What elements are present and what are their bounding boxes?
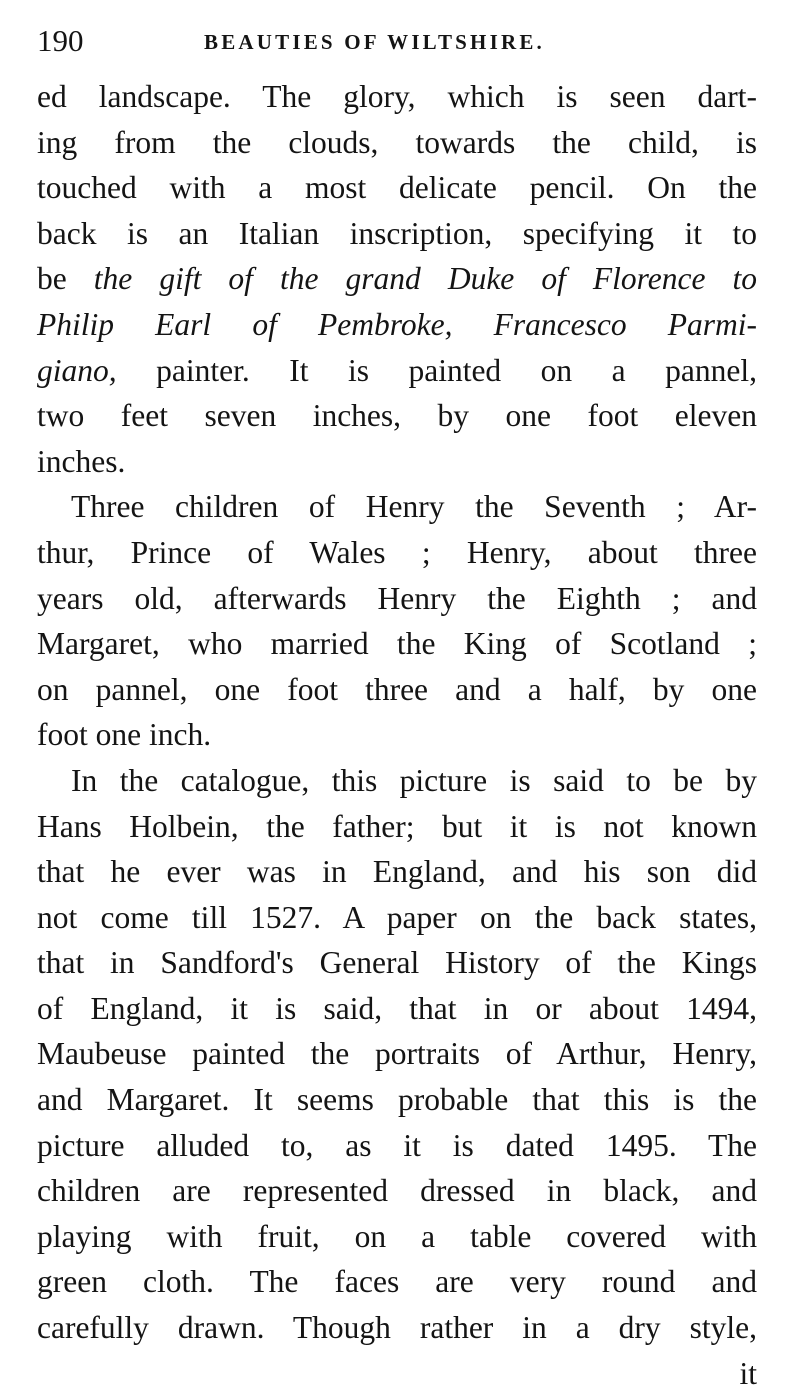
text-line: years old, afterwards Henry the Eighth ; and: [37, 580, 757, 616]
text-line: thur, Prince of Wales ; Henry, about three: [37, 534, 757, 570]
text-line: of England, it is said, that in or about 1494,: [37, 990, 757, 1026]
text-line: green cloth. The faces are very round and: [37, 1264, 757, 1300]
page-header: [37, 18, 757, 64]
text-line: carefully drawn. Though rather in a dry style,: [37, 1310, 757, 1346]
text-line: [37, 348, 757, 394]
text-run: painter. It is painted on a pannel,: [116, 352, 757, 388]
page-number: 190: [37, 23, 84, 58]
catchword: it: [739, 1355, 757, 1391]
paragraph-2: [37, 484, 757, 758]
text-line: back is an Italian inscription, specifying it to: [37, 215, 757, 251]
text-line: that he ever was in England, and his son did: [37, 854, 757, 890]
text-line: two feet seven inches, by one foot eleven: [37, 398, 757, 434]
text-line: [37, 302, 757, 348]
text-line: Hans Holbein, the father; but it is not known: [37, 808, 757, 844]
italic-text-run: giano,: [37, 352, 117, 388]
italic-text-run: Philip Earl of Pembroke, Francesco Parmi-: [37, 306, 757, 342]
text-line: picture alluded to, as it is dated 1495. The: [37, 1127, 757, 1163]
text-line: not come till 1527. A paper on the back states,: [37, 899, 757, 935]
text-line: foot one inch.: [37, 717, 212, 753]
text-line: Margaret, who married the King of Scotland ;: [37, 626, 757, 662]
text-line: ed landscape. The glory, which is seen dart-: [37, 79, 757, 114]
text-line: and Margaret. It seems probable that this is the: [37, 1082, 757, 1118]
italic-text-run: the gift of the grand Duke of Florence to: [93, 261, 757, 297]
running-title: BEAUTIES OF WILTSHIRE.: [204, 30, 545, 54]
text-line: Three children of Henry the Seventh ; Ar-: [71, 489, 757, 525]
text-line: In the catalogue, this picture is said to be by: [71, 762, 757, 798]
text-line: playing with fruit, on a table covered with: [37, 1218, 757, 1254]
text-line: on pannel, one foot three and a half, by one: [37, 671, 757, 707]
text-line: inches.: [37, 443, 126, 479]
text-run: be: [37, 261, 94, 297]
paragraph-3: [37, 758, 757, 1351]
text-line: children are represented dressed in black, and: [37, 1173, 757, 1209]
text-line: that in Sandford's General History of the Kings: [37, 945, 757, 981]
text-line: Maubeuse painted the portraits of Arthur, Henry,: [37, 1036, 757, 1072]
text-line: [37, 256, 757, 302]
text-line: ing from the clouds, towards the child, is: [37, 124, 757, 160]
body-text: [37, 74, 757, 1396]
paragraph-1: [37, 74, 757, 484]
text-line: touched with a most delicate pencil. On the: [37, 170, 757, 206]
